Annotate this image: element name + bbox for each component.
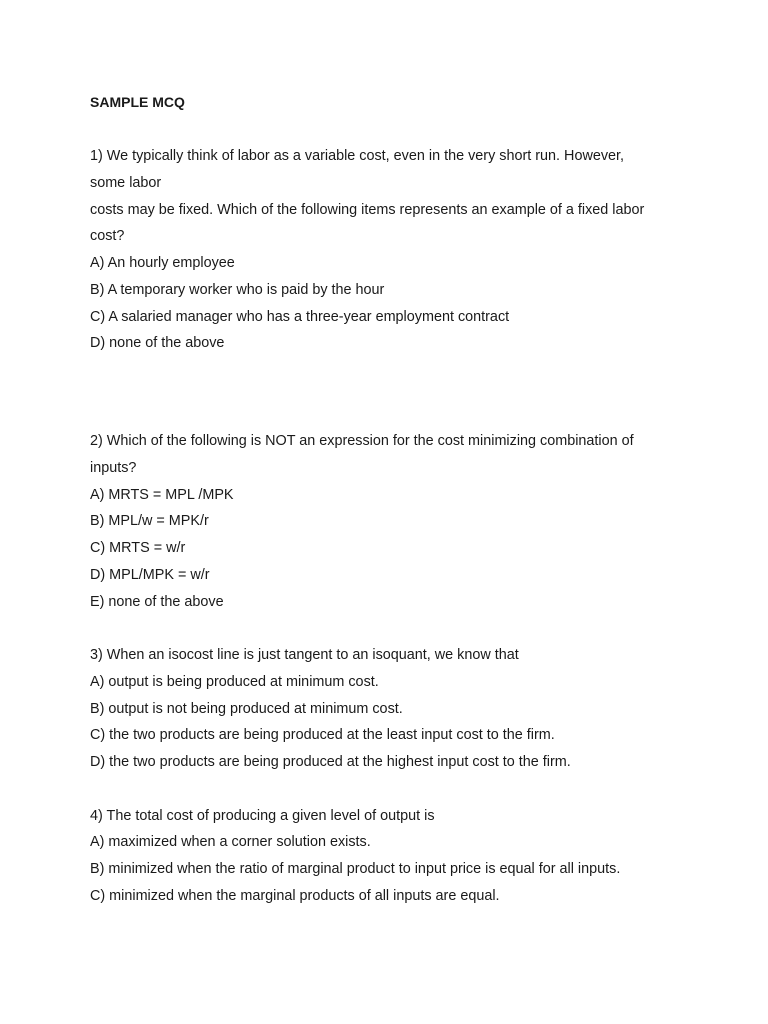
question-1-option-b: B) A temporary worker who is paid by the hour (90, 282, 385, 298)
question-3-option-c: C) the two products are being produced at the least input cost to the firm. (90, 727, 555, 743)
question-1-option-a: A) An hourly employee (90, 255, 235, 271)
question-1-stem-line-4: cost? (90, 228, 125, 244)
question-4-option-a: A) maximized when a corner solution exists. (90, 834, 371, 850)
question-2-option-e: E) none of the above (90, 594, 224, 610)
question-2-option-a: A) MRTS = MPL /MPK (90, 487, 234, 503)
question-3-option-b: B) output is not being produced at minimum cost. (90, 701, 403, 717)
question-2-option-d: D) MPL/MPK = w/r (90, 567, 210, 583)
question-1-stem-line-3: costs may be fixed. Which of the following items represents an example of a fixed labor (90, 202, 645, 218)
question-1-stem-line-2: some labor (90, 175, 162, 191)
question-2-stem-line-1: 2) Which of the following is NOT an expression for the cost minimizing combination of (90, 433, 634, 449)
question-1-option-d: D) none of the above (90, 335, 225, 351)
question-2-stem-line-2: inputs? (90, 460, 137, 476)
question-4-stem-line-1: 4) The total cost of producing a given level of output is (90, 808, 435, 824)
question-2-option-b: B) MPL/w = MPK/r (90, 513, 209, 529)
question-3-option-a: A) output is being produced at minimum cost. (90, 674, 379, 690)
question-3-option-d: D) the two products are being produced at the highest input cost to the firm. (90, 754, 571, 770)
question-2-option-c: C) MRTS = w/r (90, 540, 186, 556)
question-4-option-b: B) minimized when the ratio of marginal product to input price is equal for all inputs. (90, 861, 621, 877)
question-1-option-c: C) A salaried manager who has a three-year employment contract (90, 309, 510, 325)
question-4-option-c: C) minimized when the marginal products of all inputs are equal. (90, 888, 500, 904)
question-3-stem-line-1: 3) When an isocost line is just tangent to an isoquant, we know that (90, 647, 519, 663)
page-title: SAMPLE MCQ (90, 94, 185, 110)
question-1-stem-line-1: 1) We typically think of labor as a variable cost, even in the very short run. However, (90, 148, 625, 164)
